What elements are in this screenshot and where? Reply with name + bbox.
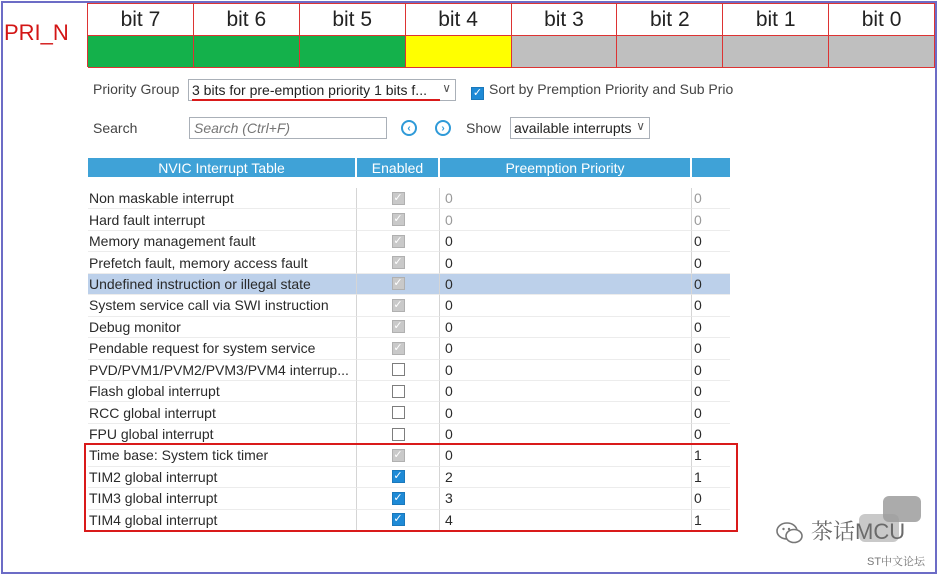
preemption-priority-cell[interactable]: 0 xyxy=(440,188,692,209)
sub-priority-cell[interactable]: 0 xyxy=(692,209,730,230)
interrupt-name: Hard fault interrupt xyxy=(88,209,357,230)
preemption-priority-cell[interactable]: 4 xyxy=(440,510,692,531)
bit-color-cell xyxy=(300,36,406,68)
bit-color-cell xyxy=(406,36,512,68)
bit-header-cell: bit 0 xyxy=(829,4,935,36)
table-row[interactable] xyxy=(88,338,730,359)
wechat-icon xyxy=(775,520,805,546)
interrupt-name: TIM4 global interrupt xyxy=(88,510,357,531)
sub-priority-cell[interactable]: 0 xyxy=(692,360,730,381)
enabled-cell xyxy=(357,274,440,295)
sub-priority-cell[interactable]: 0 xyxy=(692,381,730,402)
enabled-checkbox[interactable] xyxy=(392,363,405,376)
enabled-cell xyxy=(357,381,440,402)
bit-color-cell xyxy=(194,36,300,68)
enabled-checkbox: ✓ xyxy=(393,256,403,269)
sub-priority-cell[interactable]: 0 xyxy=(692,252,730,273)
show-label: Show xyxy=(466,120,502,136)
chevron-down-icon: ∨ xyxy=(442,81,451,95)
preemption-priority-cell[interactable]: 0 xyxy=(440,402,692,423)
table-row[interactable] xyxy=(88,295,730,316)
search-next-icon[interactable]: › xyxy=(435,120,451,136)
enabled-checkbox[interactable]: ✓ xyxy=(393,491,403,504)
sort-label: Sort by Premption Priority and Sub Prio xyxy=(489,81,734,97)
priority-group-value: 3 bits for pre-emption priority 1 bits f... xyxy=(192,82,427,98)
table-row[interactable] xyxy=(88,188,730,209)
enabled-checkbox: ✓ xyxy=(393,234,403,247)
chevron-down-icon: ∨ xyxy=(636,119,645,133)
column-header-name[interactable]: NVIC Interrupt Table xyxy=(88,158,357,177)
enabled-cell xyxy=(357,317,440,338)
sub-priority-cell[interactable]: 0 xyxy=(692,317,730,338)
bit-header-cell: bit 3 xyxy=(512,4,618,36)
sort-checkbox[interactable] xyxy=(471,83,484,101)
bit-color-cell xyxy=(617,36,723,68)
preemption-priority-cell[interactable]: 0 xyxy=(440,424,692,445)
preemption-priority-cell[interactable]: 0 xyxy=(440,381,692,402)
preemption-priority-cell[interactable]: 2 xyxy=(440,467,692,488)
sub-priority-cell[interactable]: 1 xyxy=(692,445,730,466)
interrupt-name: FPU global interrupt xyxy=(88,424,357,445)
enabled-cell xyxy=(357,295,440,316)
preemption-priority-cell[interactable]: 0 xyxy=(440,252,692,273)
enabled-cell xyxy=(357,188,440,209)
pri-bit-grid xyxy=(87,3,935,67)
enabled-checkbox: ✓ xyxy=(393,191,403,204)
bit-header-cell: bit 7 xyxy=(88,4,194,36)
enabled-cell xyxy=(357,209,440,230)
priority-group-select[interactable] xyxy=(188,79,456,101)
sub-priority-cell[interactable]: 0 xyxy=(692,274,730,295)
enabled-cell xyxy=(357,252,440,273)
search-previous-icon[interactable]: ‹ xyxy=(401,120,417,136)
interrupt-name: PVD/PVM1/PVM2/PVM3/PVM4 interrup... xyxy=(88,360,357,381)
table-row[interactable] xyxy=(88,252,730,273)
interrupt-name: RCC global interrupt xyxy=(88,402,357,423)
enabled-checkbox[interactable] xyxy=(392,406,405,419)
table-row[interactable] xyxy=(88,231,730,252)
interrupt-name: Undefined instruction or illegal state xyxy=(88,274,357,295)
watermark-subtitle: ST中文论坛 xyxy=(867,556,926,568)
column-header-sub-priority[interactable] xyxy=(692,158,730,177)
enabled-checkbox[interactable]: ✓ xyxy=(393,470,403,483)
watermark xyxy=(775,492,935,572)
enabled-checkbox[interactable] xyxy=(392,428,405,441)
preemption-priority-cell[interactable]: 0 xyxy=(440,295,692,316)
enabled-checkbox: ✓ xyxy=(393,341,403,354)
search-label: Search xyxy=(93,120,138,136)
search-input[interactable] xyxy=(189,117,387,139)
bit-color-cell xyxy=(512,36,618,68)
watermark-title: 茶话MCU xyxy=(811,519,906,544)
preemption-priority-cell[interactable]: 0 xyxy=(440,360,692,381)
table-row[interactable] xyxy=(88,274,730,295)
preemption-priority-cell[interactable]: 0 xyxy=(440,274,692,295)
bit-color-cell xyxy=(723,36,829,68)
bit-header-cell: bit 6 xyxy=(194,4,300,36)
enabled-checkbox: ✓ xyxy=(393,448,403,461)
interrupt-name: Non maskable interrupt xyxy=(88,188,357,209)
table-row[interactable] xyxy=(88,402,730,423)
enabled-cell xyxy=(357,402,440,423)
enabled-checkbox[interactable] xyxy=(392,385,405,398)
column-header-enabled[interactable]: Enabled xyxy=(357,158,440,177)
preemption-priority-cell[interactable]: 0 xyxy=(440,231,692,252)
bit-header-cell: bit 5 xyxy=(300,4,406,36)
enabled-checkbox: ✓ xyxy=(393,320,403,333)
enabled-checkbox: ✓ xyxy=(393,277,403,290)
enabled-checkbox: ✓ xyxy=(393,213,403,226)
bit-header-cell: bit 1 xyxy=(723,4,829,36)
interrupt-name: TIM2 global interrupt xyxy=(88,467,357,488)
sub-priority-cell[interactable]: 0 xyxy=(692,424,730,445)
enabled-checkbox[interactable]: ✓ xyxy=(393,513,403,526)
interrupt-name: Prefetch fault, memory access fault xyxy=(88,252,357,273)
bit-header-cell: bit 4 xyxy=(406,4,512,36)
interrupt-name: Flash global interrupt xyxy=(88,381,357,402)
red-underline-annotation xyxy=(192,99,440,101)
sub-priority-cell[interactable]: 0 xyxy=(692,231,730,252)
sub-priority-cell[interactable]: 0 xyxy=(692,188,730,209)
table-row[interactable] xyxy=(88,360,730,381)
sub-priority-cell[interactable]: 0 xyxy=(692,488,730,509)
enabled-checkbox: ✓ xyxy=(393,298,403,311)
interrupt-name: Time base: System tick timer xyxy=(88,445,357,466)
sub-priority-cell[interactable]: 0 xyxy=(692,402,730,423)
interrupt-name: System service call via SWI instruction xyxy=(88,295,357,316)
preemption-priority-cell[interactable]: 0 xyxy=(440,317,692,338)
column-header-preemption[interactable]: Preemption Priority xyxy=(440,158,692,177)
interrupt-name: TIM3 global interrupt xyxy=(88,488,357,509)
interrupt-name: Memory management fault xyxy=(88,231,357,252)
check-icon: ✓ xyxy=(472,87,483,99)
sub-priority-cell[interactable]: 1 xyxy=(692,467,730,488)
show-select[interactable] xyxy=(510,117,650,139)
table-row[interactable] xyxy=(88,317,730,338)
enabled-cell xyxy=(357,231,440,252)
sub-priority-cell[interactable]: 0 xyxy=(692,338,730,359)
interrupt-name: Pendable request for system service xyxy=(88,338,357,359)
bit-header-cell: bit 2 xyxy=(617,4,723,36)
bit-color-cell xyxy=(829,36,935,68)
bit-color-cell xyxy=(88,36,194,68)
table-row[interactable] xyxy=(88,209,730,230)
enabled-cell xyxy=(357,338,440,359)
preemption-priority-cell[interactable]: 0 xyxy=(440,338,692,359)
preemption-priority-cell[interactable]: 0 xyxy=(440,209,692,230)
table-row[interactable] xyxy=(88,381,730,402)
red-highlight-box xyxy=(84,443,738,532)
nvic-table-header xyxy=(88,158,730,177)
sub-priority-cell[interactable]: 1 xyxy=(692,510,730,531)
enabled-cell xyxy=(357,360,440,381)
show-value: available interrupts xyxy=(514,120,632,136)
pri-n-label: PRI_N xyxy=(4,20,69,45)
interrupt-name: Debug monitor xyxy=(88,317,357,338)
preemption-priority-cell[interactable]: 3 xyxy=(440,488,692,509)
preemption-priority-cell[interactable]: 0 xyxy=(440,445,692,466)
priority-group-label: Priority Group xyxy=(93,81,180,97)
sub-priority-cell[interactable]: 0 xyxy=(692,295,730,316)
